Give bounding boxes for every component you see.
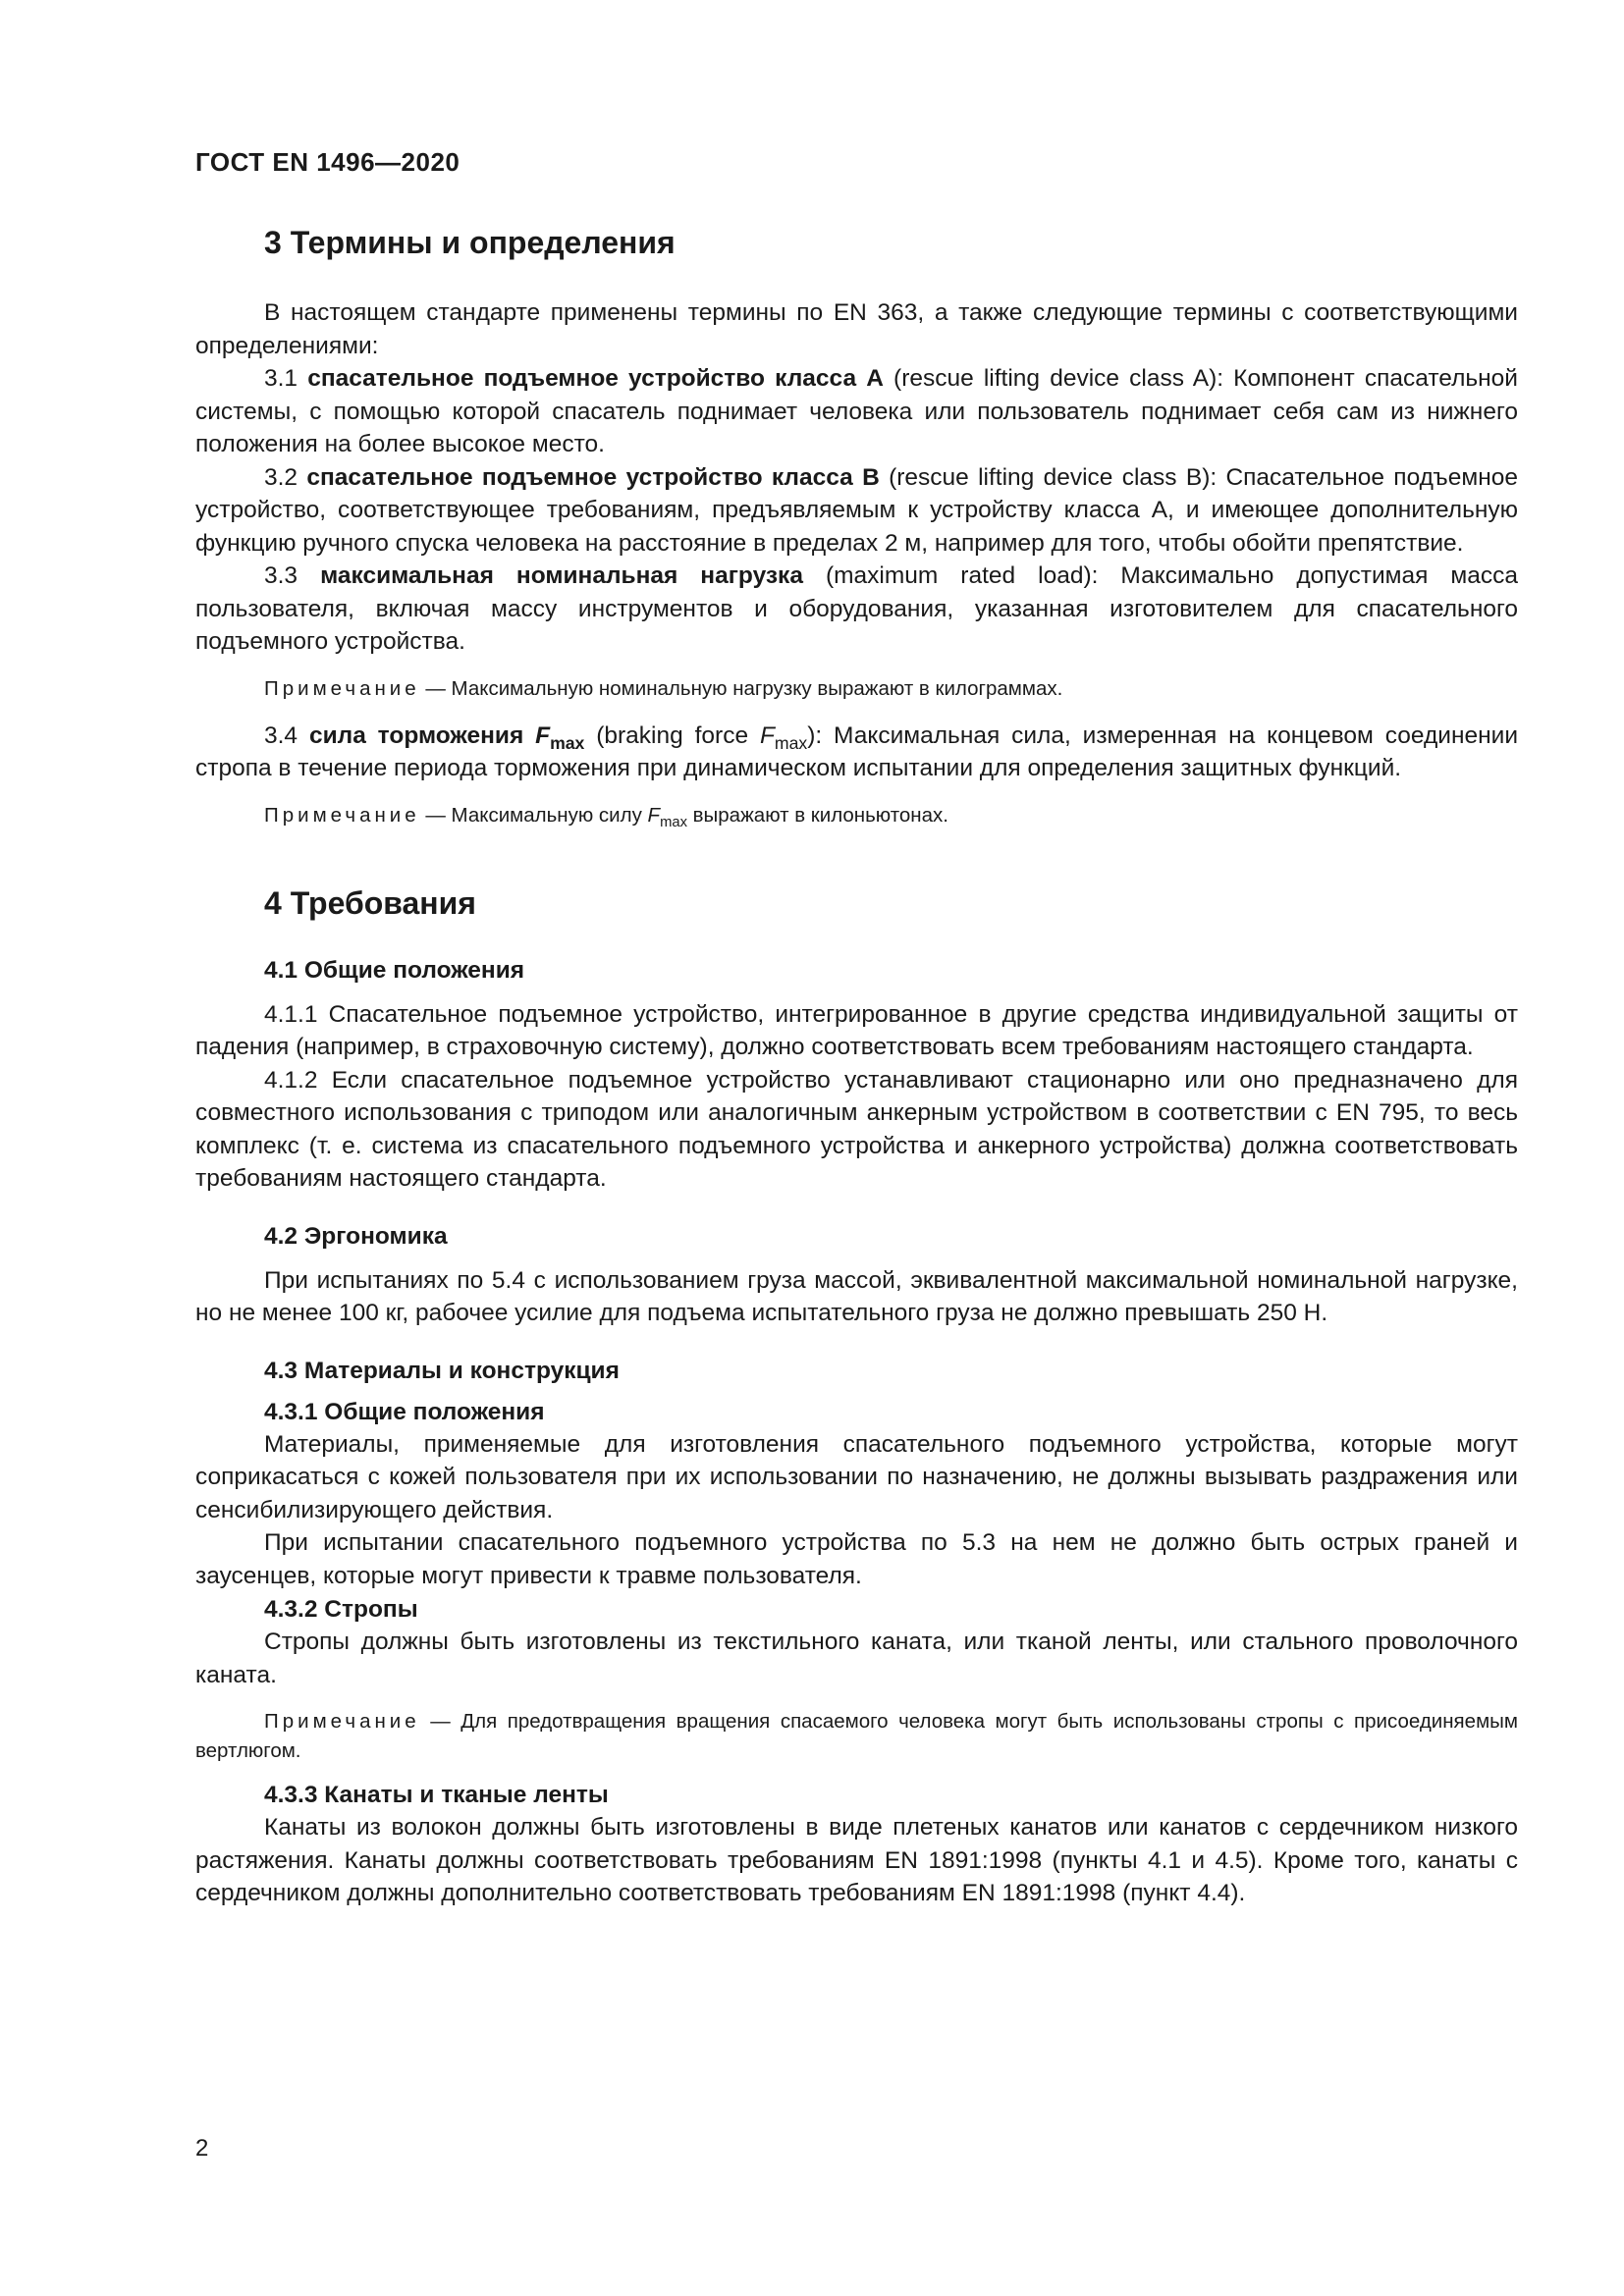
term-name: спасательное подъемное устройство класса В xyxy=(306,463,880,491)
page-number: 2 xyxy=(195,2135,209,2162)
symbol-f: F xyxy=(535,721,551,749)
term-number: 3.1 xyxy=(264,365,298,392)
paragraph-4-3-1-a: Материалы, применяемые для изготовления спасательного подъемного устройства, которые могут соприкасаться с кожей пользователя при их использовании по назначению, не должны вызывать раздражения или сенсибилизирующего действия. xyxy=(195,1430,1518,1523)
symbol-f: F xyxy=(647,803,661,827)
term-definition-b: ): Максимальная сила, измеренная на концевом соединении стропа в течение периода торможения при динамическом испытании для определения защитных функций. xyxy=(195,721,1519,781)
subsection-4-3-1-heading: 4.3.1 Общие положения xyxy=(264,1398,545,1425)
term-definition: (rescue lifting device class B): Спасательное подъемное устройство, соответствующее требованиям, предъявляемым к устройству класса А, и имеющее дополнительную функцию ручного спуска человека на расстояние в пределах 2 м, например для того, чтобы обойти препятствие. xyxy=(195,463,1518,557)
term-definition-a: (braking force xyxy=(584,721,760,749)
symbol-f: F xyxy=(759,721,775,749)
term-name: спасательное подъемное устройство класса А xyxy=(307,365,884,392)
symbol-subscript: max xyxy=(774,732,808,753)
subsection-4-3-2-heading: 4.3.2 Стропы xyxy=(264,1596,418,1623)
paragraph-4-1-1: 4.1.1 Спасательное подъемное устройство, интегрированное в другие средства индивидуальной защиты от падения (например, в страховочную систему), должно соответствовать всем требованиям настоящего стандарта. xyxy=(195,1000,1518,1060)
note-4-3-2 xyxy=(195,1707,1518,1766)
note-text: — Для предотвращения вращения спасаемого человека могут быть использованы стропы с присоединяемым вертлюгом. xyxy=(195,1710,1518,1762)
subsection-4-3-heading: 4.3 Материалы и конструкция xyxy=(264,1357,620,1384)
paragraph-4-3-1-b: При испытании спасательного подъемного устройства по 5.3 на нем не должно быть острых граней и заусенцев, которые могут привести к травме пользователя. xyxy=(195,1529,1518,1589)
paragraph-4-2: При испытаниях по 5.4 с использованием груза массой, эквивалентной максимальной номинальной нагрузке, но не менее 100 кг, рабочее усилие для подъема испытательного груза не должно превышать 250 Н. xyxy=(195,1266,1518,1326)
term-3-2 xyxy=(195,461,1518,561)
note-label: Примечание xyxy=(264,1710,420,1733)
paragraph-4-3-3: Канаты из волокон должны быть изготовлены в виде плетеных канатов или канатов с сердечником низкого растяжения. Канаты должны соответствовать требованиям EN 1891:1998 (пункты 4.1 и 4.5). Кроме того, канаты с сердечником должны дополнительно соответствовать требованиям EN 1891:1998 (пункт 4.4). xyxy=(195,1814,1518,1906)
paragraph-4-3-2: Стропы должны быть изготовлены из текстильного каната, или тканой ленты, или стального проволочного каната. xyxy=(195,1629,1518,1688)
term-3-3 xyxy=(195,560,1518,659)
document-header: ГОСТ EN 1496—2020 xyxy=(195,147,460,177)
note-text-b: выражают в килоньютонах. xyxy=(686,803,948,827)
note-label: Примечание xyxy=(264,803,420,827)
note-label: Примечание xyxy=(264,676,420,700)
subsection-4-3-3-heading: 4.3.3 Канаты и тканые ленты xyxy=(264,1782,609,1808)
term-definition: (rescue lifting device class A): Компонент спасательной системы, с помощью которой спасатель поднимает человека или пользователь поднимает себя сам из нижнего положения на более высокое место. xyxy=(195,365,1518,457)
document-page xyxy=(195,147,1518,1910)
subsection-4-2-heading: 4.2 Эргономика xyxy=(264,1222,448,1250)
section-3-heading: 3 Термины и определения xyxy=(264,225,676,260)
subsection-4-1-heading: 4.1 Общие положения xyxy=(264,956,525,984)
term-3-1 xyxy=(195,362,1518,461)
section-3-intro: В настоящем стандарте применены термины по EN 363, а также следующие термины с соответствующими определениями: xyxy=(195,299,1518,359)
term-name: сила торможения xyxy=(308,721,536,749)
term-3-4 xyxy=(195,720,1518,785)
section-4-heading: 4 Требования xyxy=(264,884,476,921)
note-text: — Максимальную номинальную нагрузку выражают в килограммах. xyxy=(419,676,1063,700)
term-number: 3.2 xyxy=(264,463,298,491)
term-number: 3.4 xyxy=(264,721,298,749)
note-3-4 xyxy=(195,801,1518,830)
note-3-3 xyxy=(195,674,1518,704)
symbol-subscript: max xyxy=(550,732,585,753)
note-text-a: — Максимальную силу xyxy=(419,803,648,827)
term-name: максимальная номинальная нагрузка xyxy=(320,562,803,589)
symbol-subscript: max xyxy=(660,814,687,830)
term-definition: (maximum rated load): Максимально допустимая масса пользователя, включая массу инструментов и оборудования, указанная изготовителем для спасательного подъемного устройства. xyxy=(195,562,1519,655)
term-number: 3.3 xyxy=(264,562,298,589)
paragraph-4-1-2: 4.1.2 Если спасательное подъемное устройство устанавливают стационарно или оно предназначено для совместного использования с триподом или аналогичным анкерным устройством в соответствии с EN 795, то весь комплекс (т. е. система из спасательного подъемного устройства и анкерного устройства) должна соответствовать требованиям настоящего стандарта. xyxy=(195,1066,1518,1192)
